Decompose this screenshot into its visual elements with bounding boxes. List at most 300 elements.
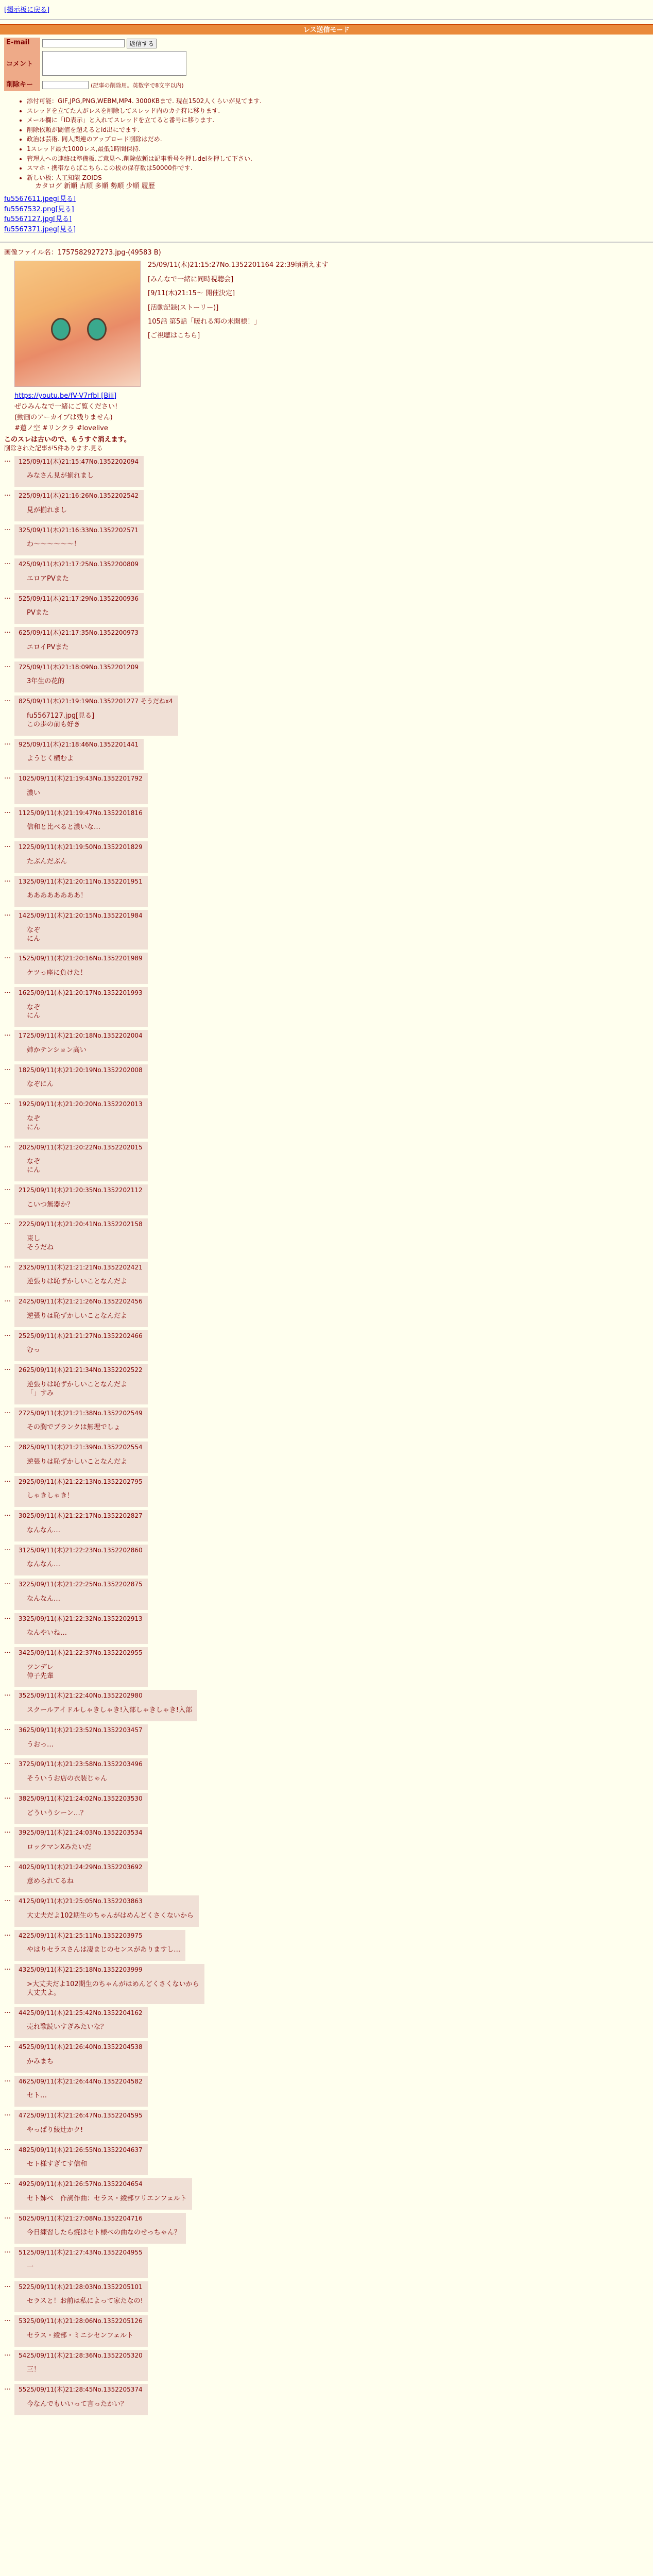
reply-text: むっ xyxy=(27,1346,41,1354)
file-link[interactable]: fu5567127.jpg[見る] xyxy=(4,215,72,224)
op-extra xyxy=(4,391,649,434)
reply-box xyxy=(14,1330,148,1361)
reply xyxy=(4,910,649,950)
reply-marker: … xyxy=(4,1407,11,1415)
reply-marker: … xyxy=(4,2110,11,2118)
reply-header[interactable]: 4525/09/11(木)21:26:40No.1352204538 xyxy=(19,2043,143,2051)
reply-header[interactable]: 3825/09/11(木)21:24:02No.1352203530 xyxy=(19,1794,143,1802)
reply xyxy=(4,876,649,907)
reply xyxy=(4,1930,649,1961)
reply-header[interactable]: 1725/09/11(木)21:20:18No.1352202004 xyxy=(19,1032,143,1040)
reply-header[interactable]: 425/09/11(木)21:17:25No.1352200809 xyxy=(19,561,139,568)
reply-header[interactable]: 725/09/11(木)21:18:09No.1352201209 xyxy=(19,663,139,671)
reply-marker: … xyxy=(4,2075,11,2083)
catalog-links[interactable]: カタログ 新順 古順 多順 勢順 少順 履歴 xyxy=(35,182,155,191)
reply-box xyxy=(14,807,148,838)
reply-text: なぞにん xyxy=(27,1080,54,1089)
reply-header[interactable]: 1125/09/11(木)21:19:47No.1352201816 xyxy=(19,809,143,817)
recent-files xyxy=(0,191,653,238)
reply-marker: … xyxy=(4,1758,11,1767)
reply-marker: … xyxy=(4,2247,11,2255)
comment-field[interactable] xyxy=(42,51,186,76)
reply xyxy=(4,1827,649,1858)
reply xyxy=(4,2213,649,2244)
reply xyxy=(4,1030,649,1061)
reply xyxy=(4,1330,649,1361)
reply-header[interactable]: 4325/09/11(木)21:25:18No.1352203999 xyxy=(19,1966,143,1974)
reply-marker: … xyxy=(4,1929,11,1938)
reply xyxy=(4,739,649,770)
reply-marker: … xyxy=(4,1827,11,1835)
reply-header[interactable]: 2825/09/11(木)21:21:39No.1352202554 xyxy=(19,1444,143,1451)
reply-marker: … xyxy=(4,2384,11,2392)
reply xyxy=(4,987,649,1027)
reply-marker: … xyxy=(4,661,11,669)
reply-marker: … xyxy=(4,1030,11,1038)
reply-text: しゃきしゃき！ xyxy=(27,1492,74,1500)
reply xyxy=(4,1613,649,1644)
reply-box xyxy=(14,1647,148,1687)
divider xyxy=(0,242,653,243)
reply-header[interactable]: 5525/09/11(木)21:28:45No.1352205374 xyxy=(19,2386,143,2394)
reply-box xyxy=(14,953,148,984)
reply-marker: … xyxy=(4,1218,11,1227)
reply xyxy=(4,1758,649,1789)
reply-text: やっぱり綾辻かク! xyxy=(27,2126,83,2134)
reply xyxy=(4,1142,649,1181)
reply-box xyxy=(14,456,144,487)
reply-text: そういうお店の衣装じゃん xyxy=(27,1775,108,1783)
reply xyxy=(4,593,649,624)
reply-header[interactable]: 2925/09/11(木)21:22:13No.1352202795 xyxy=(19,1478,143,1485)
reply-header[interactable]: 5325/09/11(木)21:28:06No.1352205126 xyxy=(19,2317,143,2325)
new-boards[interactable]: • 新しい板: 人工知能 ZOIDS xyxy=(27,173,649,183)
reply-header[interactable]: 1425/09/11(木)21:20:15No.1352201984 xyxy=(19,912,143,920)
op-date: 25/09/11(木)21:15:27No.1352201164 22:39頃消えます xyxy=(148,261,329,269)
note: • 削除依頼が閾値を超えるとid出にでます. xyxy=(27,125,649,135)
reply-text: 逆張りは恥ずかしいことなんだよ 「」すみ xyxy=(27,1380,128,1397)
reply-header[interactable]: 5425/09/11(木)21:28:36No.1352205320 xyxy=(19,2351,143,2359)
reply-box xyxy=(14,627,144,658)
reply-text: なんなん… xyxy=(27,1595,61,1603)
reply-header[interactable]: 3325/09/11(木)21:22:32No.1352202913 xyxy=(19,1615,143,1622)
reply-header[interactable]: 2225/09/11(木)21:20:41No.1352202158 xyxy=(19,1221,143,1228)
reply-text: セラスと！お前は私によって家たなの! xyxy=(27,2297,143,2306)
reply-text: なぞ にん xyxy=(27,926,41,943)
reply-marker: … xyxy=(4,2212,11,2221)
reply-box xyxy=(14,1296,148,1327)
reply-box xyxy=(14,739,144,770)
reply-text: 三！ xyxy=(27,2366,41,2374)
reply-text: 姉かテンション高い xyxy=(27,1046,87,1054)
reply-text: 濃い xyxy=(27,789,41,797)
reply-text: なんなん… xyxy=(27,1526,61,1534)
reply-text: やはりセラスさんは凄まじのセンスがありますし… xyxy=(27,1946,181,1954)
reply-box xyxy=(14,1579,148,1609)
reply xyxy=(4,1510,649,1541)
reply-box xyxy=(14,910,148,950)
reply xyxy=(4,2384,649,2415)
reply-header[interactable]: 2325/09/11(木)21:21:21No.1352202421 xyxy=(19,1263,143,1271)
reply-marker: … xyxy=(4,2144,11,2152)
reply-text: セト… xyxy=(27,2092,47,2100)
reply-marker: … xyxy=(4,524,11,532)
reply-marker: … xyxy=(4,558,11,567)
reply-box xyxy=(14,1030,148,1061)
reply-header[interactable]: 4225/09/11(木)21:25:11No.1352203975 xyxy=(19,1931,143,1939)
op-line: [活動記録(ストーリー)] xyxy=(148,303,219,312)
reply-header[interactable]: 3225/09/11(木)21:22:25No.1352202875 xyxy=(19,1581,143,1588)
reply xyxy=(4,1964,649,2004)
reply-text: なぞ にん xyxy=(27,1158,41,1175)
reply-box xyxy=(14,2110,148,2141)
reply-text: なぞ にん xyxy=(27,1114,41,1131)
op-line: (動画のアーカイブは残りません) xyxy=(14,413,113,421)
reply xyxy=(4,2178,649,2209)
reply-box xyxy=(14,2350,148,2381)
reply-header[interactable]: 4625/09/11(木)21:26:44No.1352204582 xyxy=(19,2077,143,2085)
reply-text: 逆張りは恥ずかしいことなんだよ xyxy=(27,1458,128,1466)
reply xyxy=(4,1184,649,1215)
reply-marker: … xyxy=(4,1895,11,1904)
reply-box xyxy=(14,1142,148,1181)
reply-text: エロイPVまた xyxy=(27,643,69,651)
divider xyxy=(0,19,653,20)
reply xyxy=(4,1098,649,1138)
reply-text: なぞ にん xyxy=(27,1003,41,1020)
reply-header[interactable]: 1525/09/11(木)21:20:16No.1352201989 xyxy=(19,955,143,962)
reply-list xyxy=(4,456,649,2415)
reply-marker: … xyxy=(4,1579,11,1587)
reply-header[interactable]: 525/09/11(木)21:17:29No.1352200936 xyxy=(19,595,139,602)
reply-header[interactable]: 3625/09/11(木)21:23:52No.1352203457 xyxy=(19,1726,143,1734)
reply-marker: … xyxy=(4,592,11,601)
reply-form xyxy=(0,38,653,191)
reply-marker: … xyxy=(4,1647,11,1655)
reply-box xyxy=(14,1098,148,1138)
reply-header[interactable]: 625/09/11(木)21:17:35No.1352200973 xyxy=(19,629,139,637)
reply-header[interactable]: 2525/09/11(木)21:21:27No.1352202466 xyxy=(19,1332,143,1340)
note: • スマホ・携帯ならばこちら.この板の保存数は50000件です. xyxy=(27,163,649,173)
back-link[interactable]: [掲示板に戻る] xyxy=(4,6,50,14)
file-link[interactable]: fu5567532.png[見る] xyxy=(4,205,74,213)
reply xyxy=(4,456,649,487)
reply xyxy=(4,1218,649,1258)
reply-box xyxy=(14,1690,197,1721)
reply-box xyxy=(14,1262,148,1293)
reply-header[interactable]: 3525/09/11(木)21:22:40No.1352202980 xyxy=(19,1692,143,1700)
reply-box xyxy=(14,1545,148,1575)
reply-text: こいつ無器か？ xyxy=(27,1200,74,1209)
reply xyxy=(4,1064,649,1095)
reply-header[interactable]: 4825/09/11(木)21:26:55No.1352204637 xyxy=(19,2146,143,2154)
reply-text: 3年生の花的 xyxy=(27,677,65,686)
reply xyxy=(4,1364,649,1404)
reply-box xyxy=(14,1218,148,1258)
reply xyxy=(4,2007,649,2038)
reply xyxy=(4,2041,649,2072)
reply-marker: … xyxy=(4,1724,11,1732)
reply-marker: … xyxy=(4,2041,11,2049)
reply-header[interactable]: 325/09/11(木)21:16:33No.1352202571 xyxy=(19,526,139,534)
note: • 添付可能：GIF,JPG,PNG,WEBM,MP4. 3000KBまで. 現在1502人くらいが見てます. xyxy=(27,96,649,106)
reply-header[interactable]: 4925/09/11(木)21:26:57No.1352204654 xyxy=(19,2180,143,2188)
notes-list xyxy=(27,96,649,182)
reply xyxy=(4,696,649,735)
reply-box xyxy=(14,773,148,804)
reply-box xyxy=(14,1895,199,1926)
reply-box xyxy=(14,876,148,907)
reply-marker: … xyxy=(4,2007,11,2015)
reply-marker: … xyxy=(4,1544,11,1552)
reply-header[interactable]: 2625/09/11(木)21:21:34No.1352202522 xyxy=(19,1366,143,1374)
op-url[interactable]: https://youtu.be/fV-V7rfbl [Bili] xyxy=(14,392,117,400)
reply-marker: … xyxy=(4,875,11,884)
reply-header[interactable]: 2425/09/11(木)21:21:26No.1352202456 xyxy=(19,1298,143,1306)
reply xyxy=(4,2281,649,2312)
reply-text: エロアPVまた xyxy=(27,574,69,583)
reply-box xyxy=(14,1724,148,1755)
reply-box xyxy=(14,2007,148,2038)
reply xyxy=(4,627,649,658)
reply-marker: … xyxy=(4,1184,11,1192)
reply xyxy=(4,524,649,555)
reply-header[interactable]: 1825/09/11(木)21:20:19No.1352202008 xyxy=(19,1066,143,1074)
reply-header[interactable]: 3925/09/11(木)21:24:03No.1352203534 xyxy=(19,1829,143,1837)
thread xyxy=(0,247,653,2417)
op-thumbnail[interactable] xyxy=(14,261,141,387)
reply-header[interactable]: 3425/09/11(木)21:22:37No.1352202955 xyxy=(19,1649,143,1657)
reply-box xyxy=(14,1758,148,1789)
submit-button[interactable]: 返信する xyxy=(127,39,157,48)
reply-text: かみまち xyxy=(27,2057,54,2065)
reply-header[interactable]: 5025/09/11(木)21:27:08No.1352204716 xyxy=(19,2214,143,2222)
note: • 1スレッド最大1000レス,最低1時間保持. xyxy=(27,144,649,154)
delkey-field[interactable] xyxy=(42,81,89,89)
reply-marker: … xyxy=(4,1613,11,1621)
reply-header[interactable]: 3125/09/11(木)21:22:23No.1352202860 xyxy=(19,1546,143,1554)
reply-header[interactable]: 1225/09/11(木)21:19:50No.1352201829 xyxy=(19,843,143,851)
reply-text: うおっ… xyxy=(27,1740,54,1749)
op-post xyxy=(4,260,649,391)
reply xyxy=(4,1861,649,1892)
reply-text: ようじく横むよ xyxy=(27,755,74,763)
reply-text: セト様すぎてす信和 xyxy=(27,2160,88,2168)
reply-box xyxy=(14,1827,148,1858)
reply-box xyxy=(14,662,144,692)
reply-header[interactable]: 825/09/11(木)21:19:19No.1352201277 そうだねx4 xyxy=(19,698,173,705)
old-warning: このスレは古いので、もうすぐ消えます。 xyxy=(4,436,131,444)
reply-marker: … xyxy=(4,696,11,704)
reply-text: どういうシーン…？ xyxy=(27,1809,87,1817)
reply xyxy=(4,1408,649,1438)
reply-marker: … xyxy=(4,910,11,918)
reply-text: ああああああああ！ xyxy=(27,892,88,900)
reply-box xyxy=(14,1442,148,1472)
reply xyxy=(4,807,649,838)
reply xyxy=(4,2247,649,2278)
reply-box xyxy=(14,1510,148,1541)
reply-text: みなさん見が揃れまし xyxy=(27,472,94,480)
reply-header[interactable]: 4025/09/11(木)21:24:29No.1352203692 xyxy=(19,1863,143,1871)
reply-header[interactable]: 3025/09/11(木)21:22:17No.1352202827 xyxy=(19,1512,143,1520)
reply-marker: … xyxy=(4,1364,11,1372)
reply-marker: … xyxy=(4,490,11,498)
comment-label: コメント xyxy=(4,50,40,80)
reply-text: 売れ歌読いすぎみたいな？ xyxy=(27,2023,108,2031)
reply-text: 一 xyxy=(27,2263,34,2271)
eye-shape xyxy=(51,318,71,341)
reply-box xyxy=(14,2213,186,2244)
reply-text: スクールアイドルしゃきしゃき!入部しゃきしゃき!入部 xyxy=(27,1706,192,1715)
reply-box xyxy=(14,2144,148,2175)
reply xyxy=(4,490,649,521)
reply-text: 逆張りは恥ずかしいことなんだよ xyxy=(27,1312,128,1320)
reply xyxy=(4,662,649,692)
reply-marker: … xyxy=(4,1510,11,1518)
reply-box xyxy=(14,558,144,589)
reply-marker: … xyxy=(4,1861,11,1869)
reply-header[interactable]: 1625/09/11(木)21:20:17No.1352201993 xyxy=(19,989,143,996)
reply xyxy=(4,841,649,872)
deleted-count[interactable]: 削除された記事が5件あります.見る xyxy=(4,445,103,452)
op-line: 105話 第5話「暖れる海の未開様！」 xyxy=(148,317,261,326)
reply-marker: … xyxy=(4,1442,11,1450)
reply xyxy=(4,2076,649,2107)
op-line: ぜひみんなで一緒にご覧ください! xyxy=(14,402,118,411)
op-line: #蓮ノ空 #リンクラ #lovelive xyxy=(14,424,108,432)
reply-marker: … xyxy=(4,1964,11,1972)
reply-text: 今なんでもいいって言ったかい？ xyxy=(27,2400,128,2408)
reply-header[interactable]: 4725/09/11(木)21:26:47No.1352204595 xyxy=(19,2112,143,2120)
reply-marker: … xyxy=(4,455,11,464)
reply xyxy=(4,1442,649,1472)
reply-text: >大丈夫だよ102期生のちゃんがはめんどくさくないから 大丈夫よ。 xyxy=(27,1980,199,1997)
reply-text: 今日練習したら焼はセト様べの曲なのせっちゃん？ xyxy=(27,2229,181,2237)
reply xyxy=(4,1724,649,1755)
reply-marker: … xyxy=(4,2178,11,2187)
reply-box xyxy=(14,1064,148,1095)
reply-text: ツンデレ 仲子先輩 xyxy=(27,1663,54,1680)
reply-box xyxy=(14,2315,148,2346)
file-link[interactable]: fu5567371.jpeg[見る] xyxy=(4,225,76,233)
reply-marker: … xyxy=(4,2349,11,2358)
reply-header[interactable]: 225/09/11(木)21:16:26No.1352202542 xyxy=(19,492,139,500)
reply-header[interactable]: 1325/09/11(木)21:20:11No.1352201951 xyxy=(19,877,143,885)
reply-box xyxy=(14,1184,148,1215)
note: • スレッドを立てた人がレスを削除してスレッド内のカナ狩に移ります. xyxy=(27,106,649,116)
reply-box xyxy=(14,2247,148,2278)
reply-header[interactable]: 1025/09/11(木)21:19:43No.1352201792 xyxy=(19,775,143,783)
reply-box xyxy=(14,524,144,555)
reply-marker: … xyxy=(4,1690,11,1698)
reply-marker: … xyxy=(4,1261,11,1269)
reply-box xyxy=(14,490,144,521)
reply xyxy=(4,1690,649,1721)
reply-header[interactable]: 2125/09/11(木)21:20:35No.1352202112 xyxy=(19,1187,143,1194)
reply-box xyxy=(14,1476,148,1507)
reply-marker: … xyxy=(4,1330,11,1338)
reply-header[interactable]: 4125/09/11(木)21:25:05No.1352203863 xyxy=(19,1897,143,1905)
reply-marker: … xyxy=(4,1141,11,1149)
reply-text: セト姉べ 作詞作曲：セラス・綾部ワリエンフェルト xyxy=(27,2194,187,2202)
reply-header[interactable]: 3725/09/11(木)21:23:58No.1352203496 xyxy=(19,1760,143,1768)
reply-text: 信和と比べると濃いな… xyxy=(27,823,101,832)
reply xyxy=(4,2315,649,2346)
reply-text: 大丈夫だよ102期生のちゃんがはめんどくさくないから xyxy=(27,1911,194,1920)
op-line: [みんなで一緒に同時視聴会] xyxy=(148,275,234,283)
reply-text: なんなん… xyxy=(27,1561,61,1569)
reply-box xyxy=(14,2041,148,2072)
reply xyxy=(4,2144,649,2175)
note: • 政治は芸術. 同人関連のアップロード削除はだめ. xyxy=(27,134,649,144)
reply-header[interactable]: 2025/09/11(木)21:20:22No.1352202015 xyxy=(19,1143,143,1151)
reply-marker: … xyxy=(4,1296,11,1304)
reply-text: たぶんだぶん xyxy=(27,857,67,866)
top-nav xyxy=(0,0,653,15)
reply-box xyxy=(14,1964,204,2004)
reply-box xyxy=(14,1408,148,1438)
reply-box xyxy=(14,1793,148,1824)
file-link[interactable]: fu5567611.jpeg[見る] xyxy=(4,195,76,204)
reply-box xyxy=(14,2281,148,2312)
reply-text: わ〜〜〜〜〜〜！ xyxy=(27,540,81,549)
reply-marker: … xyxy=(4,1064,11,1072)
reply-marker: … xyxy=(4,2315,11,2324)
op-file[interactable]: 画像ファイル名：1757582927273.jpg-(49583 B) xyxy=(4,249,161,257)
reply-header[interactable]: 1925/09/11(木)21:20:20No.1352202013 xyxy=(19,1100,143,1108)
reply-text: PVまた xyxy=(27,609,49,617)
reply-marker: … xyxy=(4,738,11,747)
email-field[interactable] xyxy=(42,39,125,47)
reply-marker: … xyxy=(4,2281,11,2289)
reply-marker: … xyxy=(4,1476,11,1484)
reply-text: ケツっ座に負けた！ xyxy=(27,969,87,977)
reply-box xyxy=(14,1861,148,1892)
note: • メール欄に「ID表示」と入れてスレッドを立てると番号に移ります. xyxy=(27,115,649,125)
reply-text: 見が揃れまし xyxy=(27,506,67,514)
reply xyxy=(4,1476,649,1507)
reply-header[interactable]: 2725/09/11(木)21:21:38No.1352202549 xyxy=(19,1409,143,1417)
reply-marker: … xyxy=(4,627,11,635)
reply-marker: … xyxy=(4,773,11,781)
op-line: [9/11(木)21:15〜 開催決定] xyxy=(148,290,235,298)
reply-box xyxy=(14,1613,148,1644)
reply-box xyxy=(14,2384,148,2415)
delkey-label: 削除キー xyxy=(4,80,40,91)
reply-header[interactable]: 125/09/11(木)21:15:47No.1352202094 xyxy=(19,457,139,465)
reply-text: その胸でブランクは無理でしょ xyxy=(27,1423,121,1432)
reply-text: セラス・綾部・ミニシセンフェルト xyxy=(27,2331,133,2340)
reply-box xyxy=(14,1364,148,1404)
reply-marker: … xyxy=(4,1792,11,1801)
reply xyxy=(4,1895,649,1926)
reply-header[interactable]: 5125/09/11(木)21:27:43No.1352204955 xyxy=(19,2249,143,2257)
reply-header[interactable]: 5225/09/11(木)21:28:03No.1352205101 xyxy=(19,2283,143,2291)
reply xyxy=(4,773,649,804)
eye-shape xyxy=(87,318,107,341)
reply-marker: … xyxy=(4,987,11,995)
reply-marker: … xyxy=(4,1098,11,1107)
reply-header[interactable]: 4425/09/11(木)21:25:42No.1352204162 xyxy=(19,2009,143,2016)
reply-box xyxy=(14,2076,148,2107)
reply-box xyxy=(14,841,148,872)
reply-text: 逆張りは恥ずかしいことなんだよ xyxy=(27,1278,128,1286)
reply xyxy=(4,558,649,589)
reply-marker: … xyxy=(4,841,11,850)
reply xyxy=(4,1647,649,1687)
reply-header[interactable]: 925/09/11(木)21:18:46No.1352201441 xyxy=(19,740,139,748)
